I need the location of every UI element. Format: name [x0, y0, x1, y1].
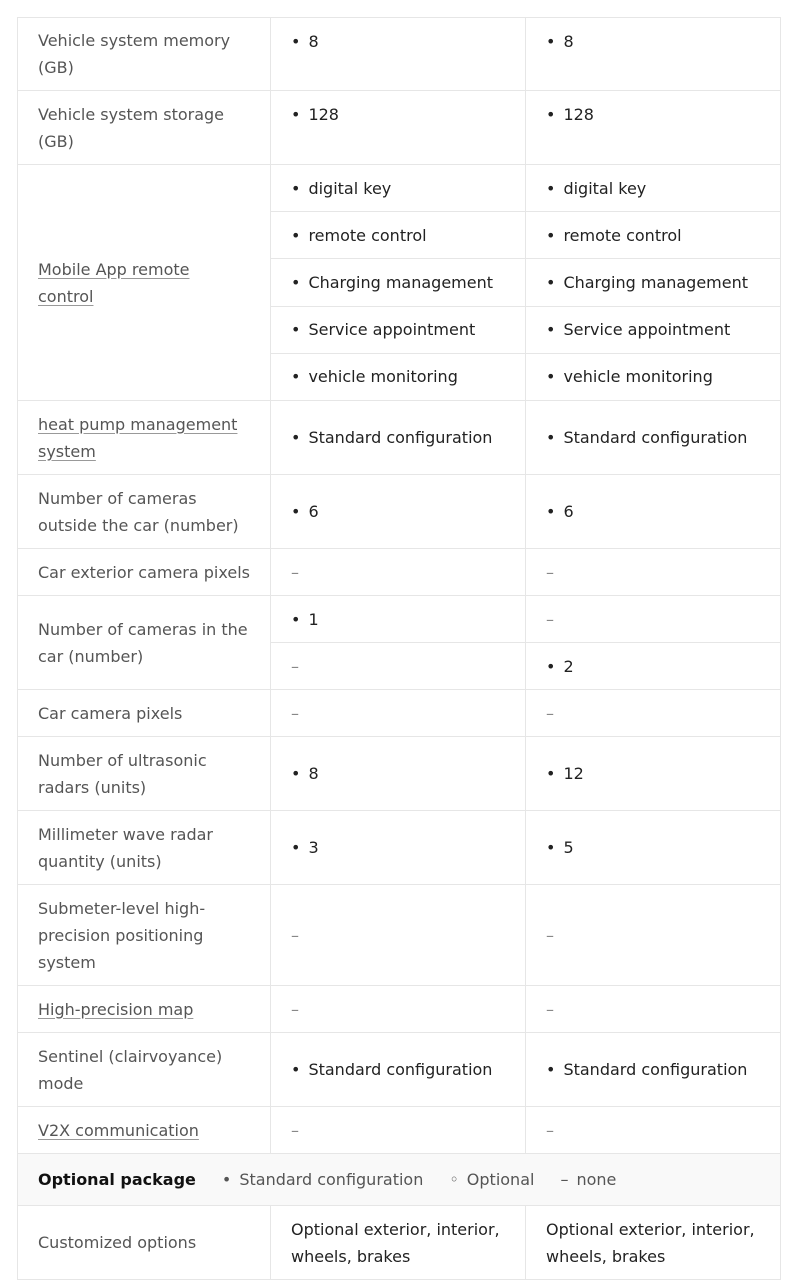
spec-value: Standard configuration	[563, 1060, 748, 1079]
spec-label-link[interactable]: heat pump management system	[38, 414, 238, 461]
bullet-icon: •	[546, 428, 556, 447]
spec-label-text: Sentinel (clairvoyance) mode	[38, 1046, 223, 1093]
spec-label	[17, 165, 271, 400]
spec-value: –	[546, 999, 554, 1019]
spec-value: –	[546, 609, 554, 629]
spec-value: vehicle monitoring	[563, 367, 713, 387]
spec-value: Charging management	[563, 273, 749, 292]
spec-value-cell	[526, 690, 781, 736]
spec-value: 6	[563, 502, 574, 521]
legend-label: none	[576, 1170, 617, 1189]
spec-value: –	[291, 1120, 299, 1140]
spec-value-cell	[271, 212, 526, 258]
spec-label	[17, 885, 271, 985]
bullet-icon: •	[546, 764, 556, 783]
legend-symbol-icon: –	[560, 1170, 569, 1189]
spec-value-cell	[271, 259, 526, 305]
spec-value-cell	[271, 18, 526, 90]
spec-value-cell	[271, 1033, 526, 1106]
spec-label	[17, 986, 271, 1032]
spec-subrow	[271, 18, 781, 90]
spec-subrow	[271, 642, 781, 689]
spec-value: Standard configuration	[308, 428, 493, 447]
spec-label	[17, 737, 271, 810]
spec-value: –	[291, 925, 299, 945]
spec-label	[17, 401, 271, 474]
spec-value: 2	[563, 656, 574, 676]
spec-label-text: Number of cameras in the car (number)	[38, 619, 248, 666]
spec-label	[17, 596, 271, 689]
legend-item	[222, 1170, 423, 1189]
spec-label	[17, 91, 271, 164]
spec-subrow	[271, 353, 781, 400]
spec-values	[271, 1033, 781, 1106]
bullet-icon: •	[291, 428, 301, 447]
spec-label	[17, 1206, 271, 1279]
spec-subrow	[271, 165, 781, 211]
legend-item	[560, 1170, 616, 1189]
legend-title: Optional package	[38, 1170, 196, 1189]
spec-value-cell	[526, 811, 781, 884]
spec-value: 128	[563, 105, 594, 124]
spec-value-cell	[526, 737, 781, 810]
spec-label-text: Number of ultrasonic radars (units)	[38, 750, 207, 797]
spec-values	[271, 549, 781, 595]
spec-value-cell	[526, 307, 781, 353]
spec-values	[271, 737, 781, 810]
spec-subrow	[271, 475, 781, 548]
spec-label	[17, 690, 271, 736]
spec-value: –	[546, 925, 554, 945]
spec-value: 5	[563, 838, 574, 857]
spec-value-cell	[271, 643, 526, 689]
spec-value-cell	[271, 690, 526, 736]
spec-value-cell	[526, 986, 781, 1032]
bullet-icon: •	[291, 838, 301, 857]
spec-value: remote control	[308, 225, 427, 245]
spec-value-cell	[271, 885, 526, 985]
spec-row	[17, 17, 781, 91]
spec-subrow	[271, 401, 781, 474]
bullet-icon: •	[291, 178, 301, 198]
spec-value-cell	[271, 165, 526, 211]
spec-subrow	[271, 211, 781, 258]
bullet-icon: •	[291, 367, 301, 387]
spec-row	[17, 91, 781, 165]
spec-row	[17, 475, 781, 549]
spec-value: 8	[308, 764, 319, 783]
spec-subrow	[271, 1107, 781, 1153]
spec-subrow	[271, 596, 781, 642]
spec-label-text: Customized options	[38, 1233, 197, 1252]
legend-bar	[17, 1154, 781, 1206]
bullet-icon: •	[291, 273, 301, 292]
bullet-icon: •	[546, 656, 556, 676]
spec-value: vehicle monitoring	[308, 367, 458, 387]
spec-label	[17, 18, 271, 90]
spec-label-text: Car camera pixels	[38, 703, 183, 723]
spec-value: remote control	[563, 225, 682, 245]
spec-label-link[interactable]: High-precision map	[38, 999, 194, 1019]
spec-subrow	[271, 1033, 781, 1106]
spec-subrow	[271, 1206, 781, 1279]
spec-subrow	[271, 811, 781, 884]
spec-row	[17, 1107, 781, 1154]
spec-row	[17, 811, 781, 885]
spec-subrow	[271, 690, 781, 736]
spec-value-cell	[271, 1206, 526, 1279]
legend-symbol-icon: •	[221, 1170, 232, 1189]
spec-value: 1	[308, 609, 319, 629]
spec-value-cell	[526, 18, 781, 90]
spec-value: Charging management	[308, 273, 494, 292]
spec-value-cell	[526, 885, 781, 985]
spec-row	[17, 549, 781, 596]
spec-value-cell	[271, 549, 526, 595]
spec-label-link[interactable]: V2X communication	[38, 1120, 199, 1140]
spec-value-cell	[526, 165, 781, 211]
spec-values	[271, 885, 781, 985]
bullet-icon: •	[291, 502, 301, 521]
spec-value: Standard configuration	[563, 428, 748, 447]
spec-value-cell	[526, 1107, 781, 1153]
spec-values	[271, 401, 781, 474]
spec-value-cell	[271, 596, 526, 642]
spec-value-cell	[271, 401, 526, 474]
spec-label-text: Millimeter wave radar quantity (units)	[38, 824, 214, 871]
bullet-icon: •	[546, 273, 556, 292]
spec-value: 8	[563, 32, 574, 51]
spec-value-cell	[271, 475, 526, 548]
spec-row	[17, 1033, 781, 1107]
spec-row	[17, 596, 781, 690]
spec-value: digital key	[308, 178, 392, 198]
spec-value-cell	[526, 475, 781, 548]
spec-value-cell	[526, 549, 781, 595]
spec-label-text: Number of cameras outside the car (number)	[38, 488, 239, 535]
spec-value: 128	[308, 105, 339, 124]
spec-label-text: Vehicle system storage (GB)	[38, 104, 225, 151]
spec-row	[17, 737, 781, 811]
legend-label: Standard configuration	[239, 1170, 424, 1189]
spec-value-cell	[526, 1033, 781, 1106]
spec-value-cell	[271, 1107, 526, 1153]
spec-value: –	[291, 703, 299, 723]
spec-value: 8	[308, 32, 319, 51]
spec-label-text: Car exterior camera pixels	[38, 562, 250, 582]
spec-label-text: Submeter-level high-precision positioning system	[38, 898, 206, 972]
bullet-icon: •	[291, 764, 301, 783]
bullet-icon: •	[546, 502, 556, 521]
spec-values	[271, 811, 781, 884]
spec-label-text: Vehicle system memory (GB)	[38, 31, 231, 77]
bullet-icon: •	[291, 1060, 301, 1079]
spec-value: 12	[563, 764, 584, 783]
spec-values	[271, 596, 781, 689]
spec-value-cell	[271, 307, 526, 353]
bullet-icon: •	[546, 1060, 556, 1079]
spec-value: –	[291, 999, 299, 1019]
spec-subrow	[271, 549, 781, 595]
spec-value: 6	[308, 502, 319, 521]
spec-row	[17, 690, 781, 737]
spec-label	[17, 549, 271, 595]
spec-row	[17, 885, 781, 986]
spec-value-cell	[526, 259, 781, 305]
spec-subrow	[271, 737, 781, 810]
spec-value-cell	[526, 401, 781, 474]
bullet-icon: •	[546, 838, 556, 857]
spec-values	[271, 1206, 781, 1279]
spec-values	[271, 91, 781, 164]
spec-value-cell	[526, 596, 781, 642]
spec-value-cell	[271, 811, 526, 884]
bullet-icon: •	[546, 32, 556, 51]
spec-subrow	[271, 885, 781, 985]
bullet-icon: •	[291, 320, 301, 340]
spec-value-cell	[526, 354, 781, 400]
spec-value-cell	[271, 737, 526, 810]
spec-row	[17, 401, 781, 475]
spec-value: –	[546, 562, 554, 582]
spec-values	[271, 475, 781, 548]
spec-value-cell	[526, 643, 781, 689]
spec-value: Standard configuration	[308, 1060, 493, 1079]
bullet-icon: •	[546, 320, 556, 340]
bullet-icon: •	[546, 178, 556, 198]
spec-label	[17, 1033, 271, 1106]
bullet-icon: •	[291, 105, 301, 124]
spec-label	[17, 1107, 271, 1153]
spec-value-cell	[271, 986, 526, 1032]
spec-value-cell	[526, 91, 781, 164]
spec-value-cell	[271, 354, 526, 400]
spec-value: digital key	[563, 178, 647, 198]
spec-subrow	[271, 91, 781, 164]
legend-symbol-icon: ◦	[449, 1170, 459, 1189]
legend-label: Optional	[466, 1170, 535, 1189]
spec-label	[17, 811, 271, 884]
bullet-icon: •	[546, 367, 556, 387]
customized-options-row	[17, 1206, 781, 1280]
spec-values	[271, 18, 781, 90]
spec-subrow	[271, 258, 781, 305]
bullet-icon: •	[291, 32, 301, 51]
spec-value: Optional exterior, interior, wheels, brakes	[546, 1219, 755, 1266]
bullet-icon: •	[291, 609, 301, 629]
spec-values	[271, 165, 781, 400]
spec-value-cell	[526, 1206, 781, 1279]
bullet-icon: •	[291, 225, 301, 245]
spec-value-cell	[526, 212, 781, 258]
spec-table	[17, 17, 781, 1280]
spec-value-cell	[271, 91, 526, 164]
spec-value: –	[546, 1120, 554, 1140]
spec-label-link[interactable]: Mobile App remote control	[38, 259, 190, 306]
spec-value: Service appointment	[563, 320, 731, 340]
spec-value: –	[291, 562, 299, 582]
bullet-icon: •	[546, 105, 556, 124]
spec-value: Optional exterior, interior, wheels, brakes	[291, 1219, 500, 1266]
spec-values	[271, 986, 781, 1032]
spec-value: –	[291, 656, 299, 676]
spec-row	[17, 165, 781, 401]
spec-value: Service appointment	[308, 320, 476, 340]
spec-value: –	[546, 703, 554, 723]
bullet-icon: •	[546, 225, 556, 245]
spec-value: 3	[308, 838, 319, 857]
spec-label	[17, 475, 271, 548]
spec-subrow	[271, 306, 781, 353]
spec-values	[271, 1107, 781, 1153]
spec-row	[17, 986, 781, 1033]
legend-item	[449, 1170, 534, 1189]
spec-values	[271, 690, 781, 736]
spec-subrow	[271, 986, 781, 1032]
